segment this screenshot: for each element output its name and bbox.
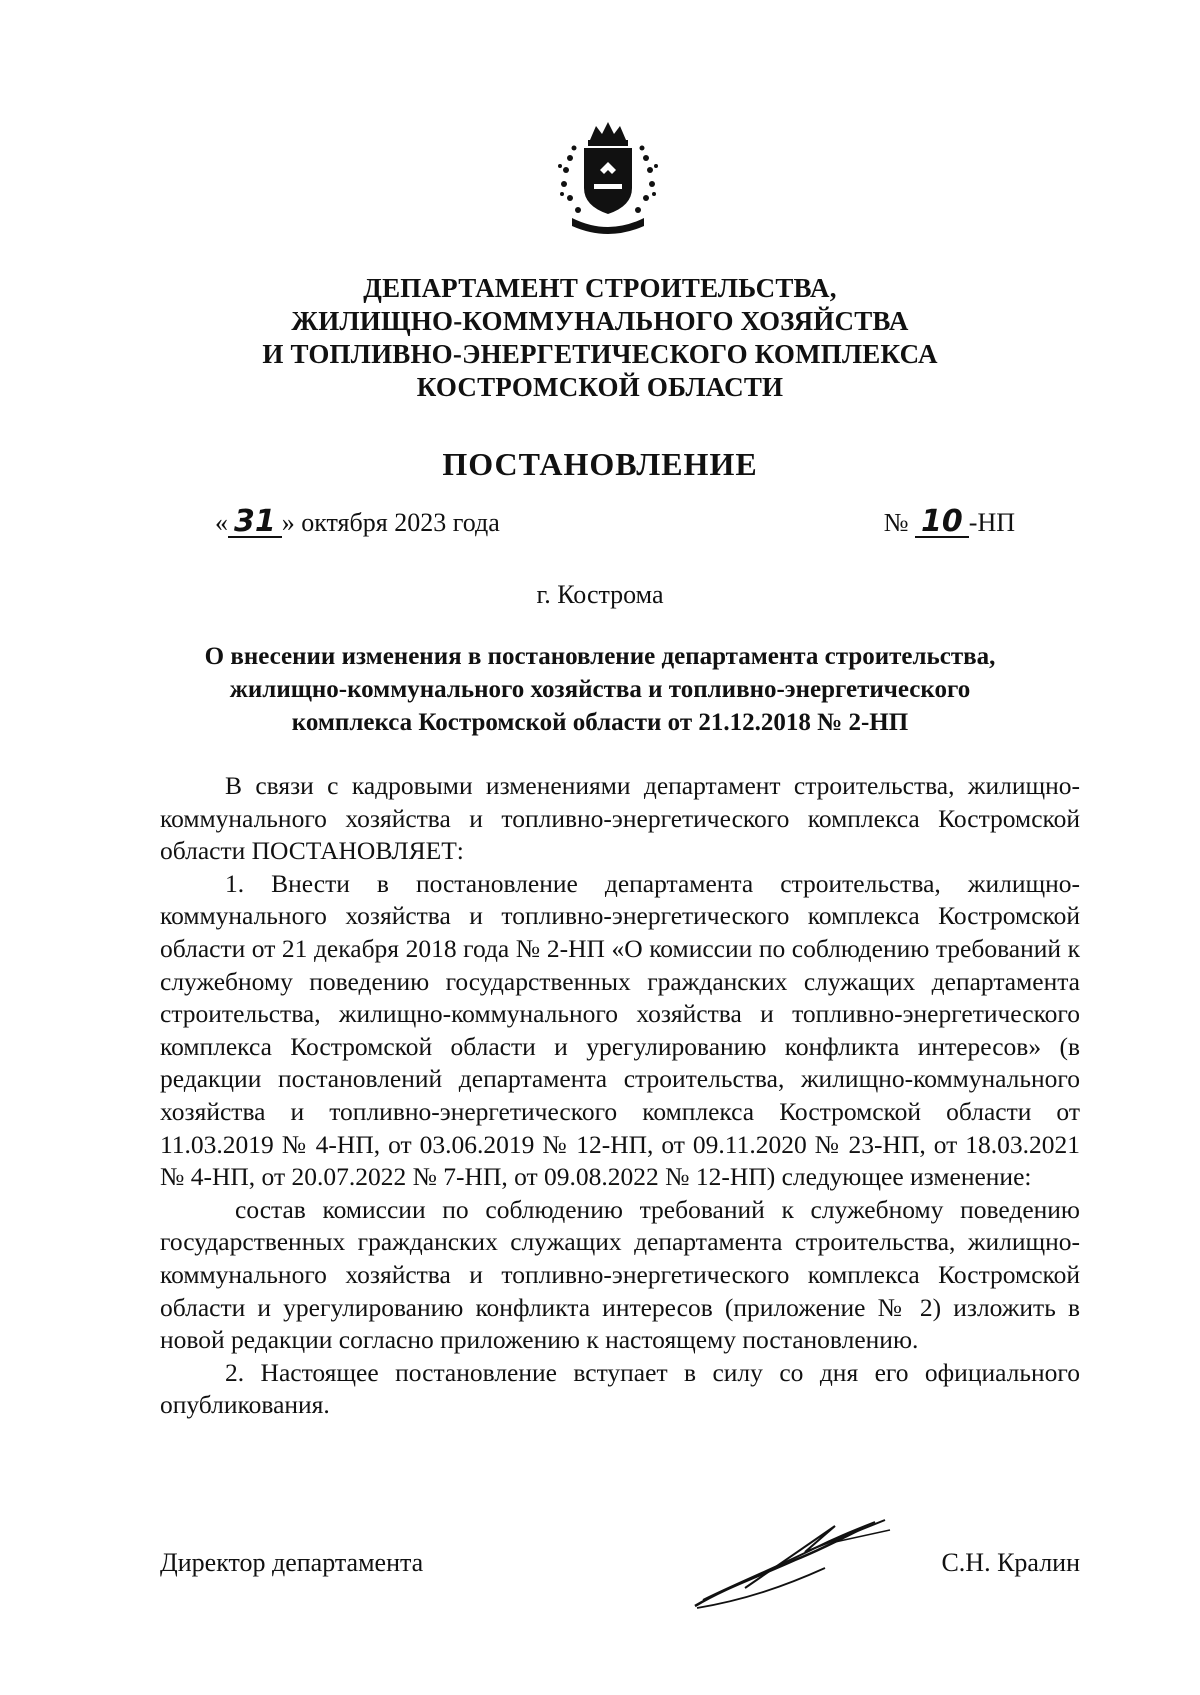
header-line: ДЕПАРТАМЕНТ СТРОИТЕЛЬСТВА, [363,273,837,303]
header-line: И ТОПЛИВНО-ЭНЕРГЕТИЧЕСКОГО КОМПЛЕКСА [262,339,938,369]
header-line: КОСТРОМСКОЙ ОБЛАСТИ [416,372,784,402]
date-month-year: » октября 2023 года [281,508,500,537]
subject-line: О внесении изменения в постановление департамента строительства, [204,643,996,670]
city-name: г. Кострома [536,580,664,609]
number-suffix: -НП [968,508,1015,537]
handwritten-signature [685,1508,905,1618]
document-body [160,770,1080,1422]
signatory-name: С.Н. Кралин [941,1548,1080,1577]
department-header [150,272,1050,404]
subject-line: жилищно-коммунального хозяйства и топливно-энергетического [229,676,971,703]
number-prefix: № [883,508,909,537]
date-day-handwritten: 31 [228,508,282,538]
subject-line: комплекса Костромской области от 21.12.2018 № 2-НП [291,709,909,736]
document-subject [150,640,1050,739]
preamble-paragraph: В связи с кадровыми изменениями департамент строительства, жилищно-коммунального хозяйства и топливно-энергетического комплекса Костромской области ПОСТАНОВЛЯЕТ: [160,771,1080,866]
coat-of-arms-emblem [548,118,668,243]
document-type-title: ПОСТАНОВЛЕНИЕ [442,446,758,482]
date-open-quote: « [215,508,228,537]
header-line: ЖИЛИЩНО-КОММУНАЛЬНОГО ХОЗЯЙСТВА [291,306,909,336]
item-2-paragraph: 2. Настоящее постановление вступает в силу со дня его официального опубликования. [160,1357,1080,1420]
signatory-title: Директор департамента [160,1548,424,1577]
item-1-paragraph: 1. Внести в постановление департамента строительства, жилищно-коммунального хозяйства и топливно-энергетического комплекса Костромской области от 21 декабря 2018 года № 2-НП «О комиссии по соблюдению требований к служебному поведению государственных гражданских служащих департамента строительства, жилищно-коммунального хозяйства и топливно-энергетического комплекса Костромской области и урегулированию конфликта интересов» (в редакции постановлений департамента строительства, жилищно-коммунального хозяйства и топливно-энергетического комплекса Костромской области от 11.03.2019 № 4-НП, от 03.06.2019 № 12-НП, от 09.11.2020 № 23-НП, от 18.03.2021 № 4-НП, от 20.07.2022 № 7-НП, от 09.08.2022 № 12-НП) следующее изменение: [160,868,1080,1192]
item-1-change-paragraph: состав комиссии по соблюдению требований к служебному поведению государственных гражданских служащих департамента строительства, жилищно-коммунального хозяйства и топливно-энергетического комплекса Костромской области и урегулированию конфликта интересов (приложение № 2) изложить в новой редакции согласно приложению к настоящему постановлению. [160,1194,1080,1355]
document-date [215,504,500,539]
number-value-handwritten: 10 [915,508,969,538]
document-number [883,504,1015,539]
